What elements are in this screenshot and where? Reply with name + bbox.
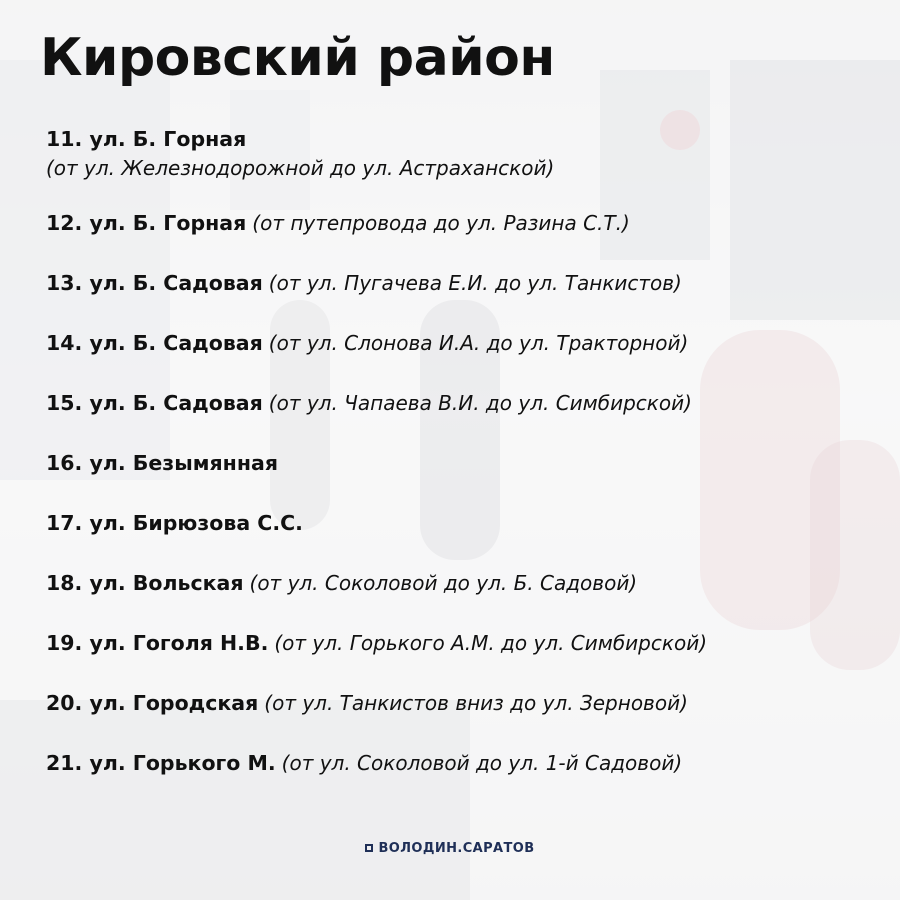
street-section: (от путепровода до ул. Разина С.Т.) (252, 211, 630, 235)
street-name: 16. ул. Безымянная (46, 451, 278, 475)
list-item (46, 748, 876, 778)
list-item (46, 568, 876, 598)
street-section: (от ул. Соколовой до ул. Б. Садовой) (249, 571, 638, 595)
street-name: 11. ул. Б. Горная (46, 127, 247, 151)
street-name: 12. ул. Б. Горная (46, 211, 247, 235)
street-name: 19. ул. Гоголя Н.В. (46, 631, 269, 655)
list-item (46, 208, 876, 238)
street-name: 20. ул. Городская (46, 691, 259, 715)
street-section: (от ул. Танкистов вниз до ул. Зерновой) (264, 691, 688, 715)
list-item (46, 628, 876, 658)
street-section: (от ул. Соколовой до ул. 1-й Садовой) (281, 751, 683, 775)
brand-name: ВОЛОДИН.САРАТОВ (378, 841, 535, 856)
street-section: (от ул. Железнодорожной до ул. Астраханской) (46, 156, 555, 180)
street-name: 17. ул. Бирюзова С.С. (46, 511, 303, 535)
page-title: Кировский район (40, 28, 555, 88)
street-name: 13. ул. Б. Садовая (46, 271, 263, 295)
street-section: (от ул. Чапаева В.И. до ул. Симбирской) (268, 391, 692, 415)
list-item (46, 508, 876, 538)
footer-brand (0, 841, 900, 856)
list-item (46, 448, 876, 478)
street-section: (от ул. Пугачева Е.И. до ул. Танкистов) (268, 271, 682, 295)
street-name: 21. ул. Горького М. (46, 751, 276, 775)
list-item (46, 268, 876, 298)
list-item (46, 328, 876, 358)
street-name: 15. ул. Б. Садовая (46, 391, 263, 415)
street-section: (от ул. Слонова И.А. до ул. Тракторной) (268, 331, 689, 355)
street-name: 18. ул. Вольская (46, 571, 244, 595)
list-item (46, 688, 876, 718)
street-name: 14. ул. Б. Садовая (46, 331, 263, 355)
street-section: (от ул. Горького А.М. до ул. Симбирской) (274, 631, 707, 655)
list-item (46, 124, 876, 182)
street-list (46, 124, 876, 778)
square-logo-icon (365, 844, 373, 852)
list-item (46, 388, 876, 418)
